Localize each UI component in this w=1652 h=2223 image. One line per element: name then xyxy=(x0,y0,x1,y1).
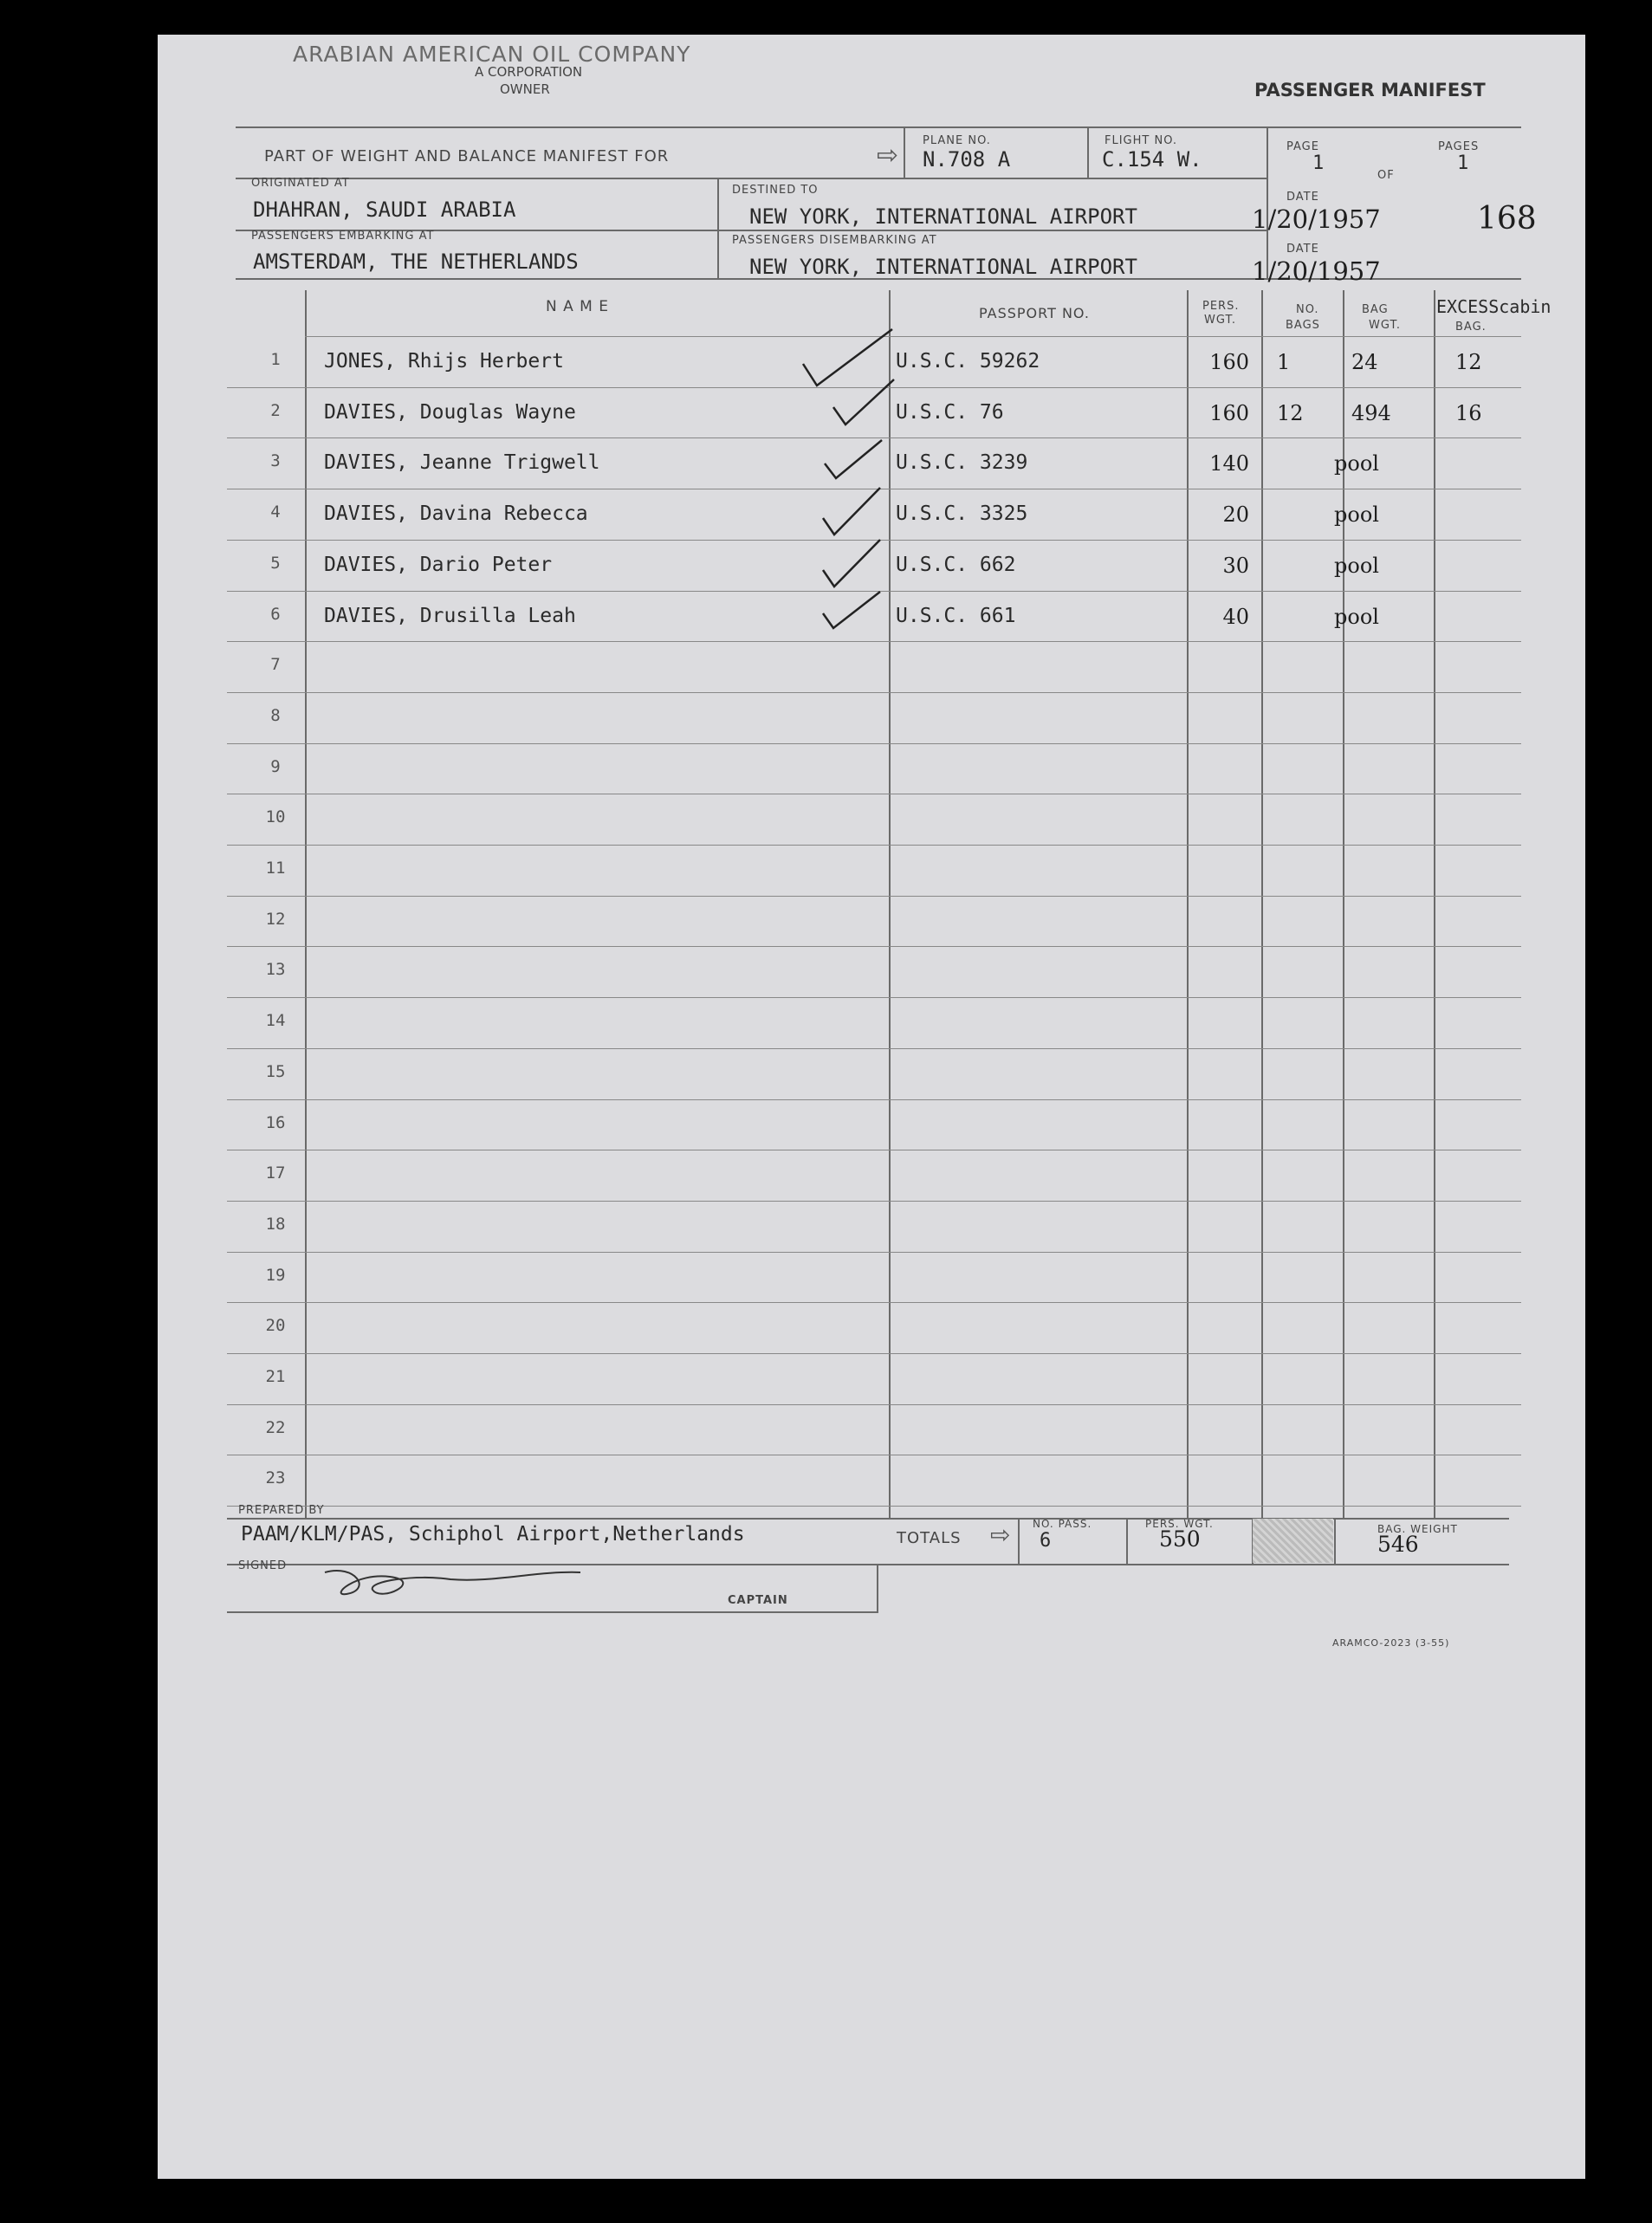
bag-wgt: pool xyxy=(1334,605,1379,629)
col-bag-wgt-2: WGT. xyxy=(1369,319,1401,332)
table-column-rule-2 xyxy=(1187,290,1189,1518)
passport-no: U.S.C. 662 xyxy=(896,554,1016,576)
row-number: 5 xyxy=(270,554,281,573)
table-row-rule xyxy=(227,997,1521,998)
destined-value: NEW YORK, INTERNATIONAL AIRPORT xyxy=(749,204,1137,229)
page-label: PAGE xyxy=(1286,140,1319,153)
row-number: 15 xyxy=(265,1062,286,1081)
checkmark-icon xyxy=(823,437,884,481)
col-pers-wgt-2: WGT. xyxy=(1204,314,1236,327)
row-number: 19 xyxy=(265,1266,286,1285)
table-row-rule xyxy=(227,1252,1521,1253)
footer-div-2 xyxy=(1126,1518,1128,1564)
row-number: 16 xyxy=(265,1113,286,1132)
header-div-dest xyxy=(717,178,719,278)
flight-no-label: FLIGHT NO. xyxy=(1105,134,1178,147)
shaded-cell xyxy=(1253,1519,1333,1563)
table-row-rule xyxy=(227,896,1521,897)
row-number: 10 xyxy=(265,807,286,826)
embarking-label: PASSENGERS EMBARKING AT xyxy=(251,230,435,243)
table-row-rule xyxy=(227,1201,1521,1202)
captain-label: CAPTAIN xyxy=(728,1594,788,1607)
passenger-name: DAVIES, Davina Rebecca xyxy=(324,502,588,525)
destined-label: DESTINED TO xyxy=(732,184,819,197)
table-row-rule xyxy=(227,946,1521,947)
row-number: 21 xyxy=(265,1367,286,1386)
header-div-plane xyxy=(904,126,905,178)
table-row-rule xyxy=(227,1302,1521,1303)
pers-wgt: 140 xyxy=(1209,451,1249,476)
footer-div-4 xyxy=(1334,1518,1336,1564)
originated-label: ORIGINATED AT xyxy=(251,177,350,190)
row-number: 12 xyxy=(265,910,286,929)
prepared-value: PAAM/KLM/PAS, Schiphol Airport,Netherlands xyxy=(241,1523,745,1546)
plane-no-label: PLANE NO. xyxy=(923,134,991,147)
no-pass-label: NO. PASS. xyxy=(1033,1518,1092,1530)
footer-rule-bottom xyxy=(227,1611,877,1613)
embarking-value: AMSTERDAM, THE NETHERLANDS xyxy=(253,250,579,274)
table-row-rule xyxy=(227,743,1521,744)
table-row-rule xyxy=(227,1404,1521,1405)
table-column-rule-3 xyxy=(1261,290,1263,1518)
passenger-name: DAVIES, Dario Peter xyxy=(324,554,553,576)
footer-div-1 xyxy=(1018,1518,1020,1564)
bag-weight-value: 546 xyxy=(1377,1532,1419,1557)
row-number: 1 xyxy=(270,350,281,369)
footer-sign-div xyxy=(877,1564,878,1613)
passenger-name: DAVIES, Jeanne Trigwell xyxy=(324,451,600,474)
company-name: ARABIAN AMERICAN OIL COMPANY xyxy=(293,42,691,67)
bag-wgt: 24 xyxy=(1351,350,1378,374)
row-number: 9 xyxy=(270,757,281,776)
table-column-rule-0 xyxy=(305,290,307,1518)
originated-value: DHAHRAN, SAUDI ARABIA xyxy=(253,198,516,222)
disembarking-value: NEW YORK, INTERNATIONAL AIRPORT xyxy=(749,255,1137,279)
bag-wgt: pool xyxy=(1334,451,1379,476)
doc-number: 168 xyxy=(1477,201,1537,237)
excess-bag: 16 xyxy=(1455,401,1482,425)
col-no-bags-1: NO. xyxy=(1296,303,1319,316)
pers-wgt-total-value: 550 xyxy=(1159,1526,1201,1552)
checkmark-icon xyxy=(821,537,882,589)
pers-wgt: 40 xyxy=(1222,605,1249,629)
bag-weight-label: BAG. WEIGHT xyxy=(1377,1523,1458,1535)
checkmark-icon xyxy=(821,589,882,631)
row-number: 23 xyxy=(265,1468,286,1487)
row-number: 4 xyxy=(270,502,281,522)
table-column-rule-1 xyxy=(889,290,891,1518)
plane-no: N.708 A xyxy=(923,147,1011,172)
signed-label: SIGNED xyxy=(238,1559,288,1572)
row-number: 17 xyxy=(265,1163,286,1183)
of-label: OF xyxy=(1377,169,1395,182)
bag-wgt: 494 xyxy=(1351,401,1391,425)
passport-no: U.S.C. 76 xyxy=(896,401,1004,424)
table-column-rule-5 xyxy=(1434,290,1435,1518)
pers-wgt: 160 xyxy=(1209,401,1249,425)
table-row-rule xyxy=(227,1048,1521,1049)
header-rule-1 xyxy=(236,178,1267,179)
page-value: 1 xyxy=(1312,152,1325,174)
arrow-icon: ⇨ xyxy=(877,140,899,171)
company-line2: A CORPORATION xyxy=(475,64,583,80)
row-number: 3 xyxy=(270,451,281,470)
col-name: N A M E xyxy=(546,298,609,315)
col-excess-2: BAG. xyxy=(1455,321,1487,334)
pers-wgt-total-label: PERS. WGT. xyxy=(1145,1518,1214,1530)
header-top-rule xyxy=(236,126,1521,128)
passport-no: U.S.C. 3239 xyxy=(896,451,1028,474)
table-row-rule xyxy=(227,845,1521,846)
form-title: PASSENGER MANIFEST xyxy=(1254,80,1486,100)
no-bags: 12 xyxy=(1277,401,1304,425)
pages-label: PAGES xyxy=(1438,140,1480,153)
row-number: 20 xyxy=(265,1316,286,1335)
row-number: 7 xyxy=(270,655,281,674)
form-code: ARAMCO-2023 (3-55) xyxy=(1332,1637,1450,1649)
no-bags: 1 xyxy=(1277,350,1291,374)
row-number: 13 xyxy=(265,960,286,979)
date-label-2: DATE xyxy=(1286,243,1319,256)
pages-value: 1 xyxy=(1457,152,1469,174)
date-label-1: DATE xyxy=(1286,191,1319,204)
row-number: 8 xyxy=(270,706,281,725)
totals-arrow-icon: ⇨ xyxy=(990,1520,1011,1549)
checkmark-icon xyxy=(832,377,897,429)
table-row-rule xyxy=(227,1353,1521,1354)
col-no-bags-2: BAGS xyxy=(1286,319,1320,332)
excess-bag: 12 xyxy=(1455,350,1482,374)
table-row-rule xyxy=(227,641,1521,642)
flight-no: C.154 W. xyxy=(1102,147,1202,172)
table-row-rule xyxy=(227,1099,1521,1100)
bag-wgt: pool xyxy=(1334,554,1379,578)
table-row-rule xyxy=(227,1506,1521,1507)
passport-no: U.S.C. 59262 xyxy=(896,350,1040,373)
passenger-name: DAVIES, Douglas Wayne xyxy=(324,401,576,424)
company-line3: OWNER xyxy=(500,81,550,97)
table-header-rule xyxy=(305,336,1521,337)
pers-wgt: 20 xyxy=(1222,502,1249,527)
table-row-rule xyxy=(227,692,1521,693)
row-number: 22 xyxy=(265,1418,286,1437)
no-pass-value: 6 xyxy=(1040,1530,1052,1552)
prepared-label: PREPARED BY xyxy=(238,1504,325,1517)
passport-no: U.S.C. 661 xyxy=(896,605,1016,627)
passport-no: U.S.C. 3325 xyxy=(896,502,1028,525)
totals-label: TOTALS xyxy=(897,1529,962,1547)
signature-icon xyxy=(321,1555,598,1607)
part-of-label: PART OF WEIGHT AND BALANCE MANIFEST FOR xyxy=(264,147,670,165)
checkmark-icon xyxy=(821,485,882,537)
header-div-flight xyxy=(1087,126,1089,178)
date-2: 1/20/1957 xyxy=(1252,256,1381,286)
row-number: 6 xyxy=(270,605,281,624)
pers-wgt: 30 xyxy=(1222,554,1249,578)
disembarking-label: PASSENGERS DISEMBARKING AT xyxy=(732,234,937,247)
col-bag-wgt-1: BAG xyxy=(1362,303,1389,316)
passenger-name: DAVIES, Drusilla Leah xyxy=(324,605,576,627)
row-number: 2 xyxy=(270,401,281,420)
row-number: 11 xyxy=(265,859,286,878)
col-pers-wgt-1: PERS. xyxy=(1202,300,1240,313)
bag-wgt: pool xyxy=(1334,502,1379,527)
pers-wgt: 160 xyxy=(1209,350,1249,374)
row-number: 14 xyxy=(265,1011,286,1030)
header-div-date xyxy=(1267,126,1268,278)
col-excess-1: EXCESScabin xyxy=(1436,296,1552,317)
date-1: 1/20/1957 xyxy=(1252,204,1381,234)
col-passport: PASSPORT NO. xyxy=(979,305,1090,321)
passenger-name: JONES, Rhijs Herbert xyxy=(324,350,564,373)
row-number: 18 xyxy=(265,1215,286,1234)
